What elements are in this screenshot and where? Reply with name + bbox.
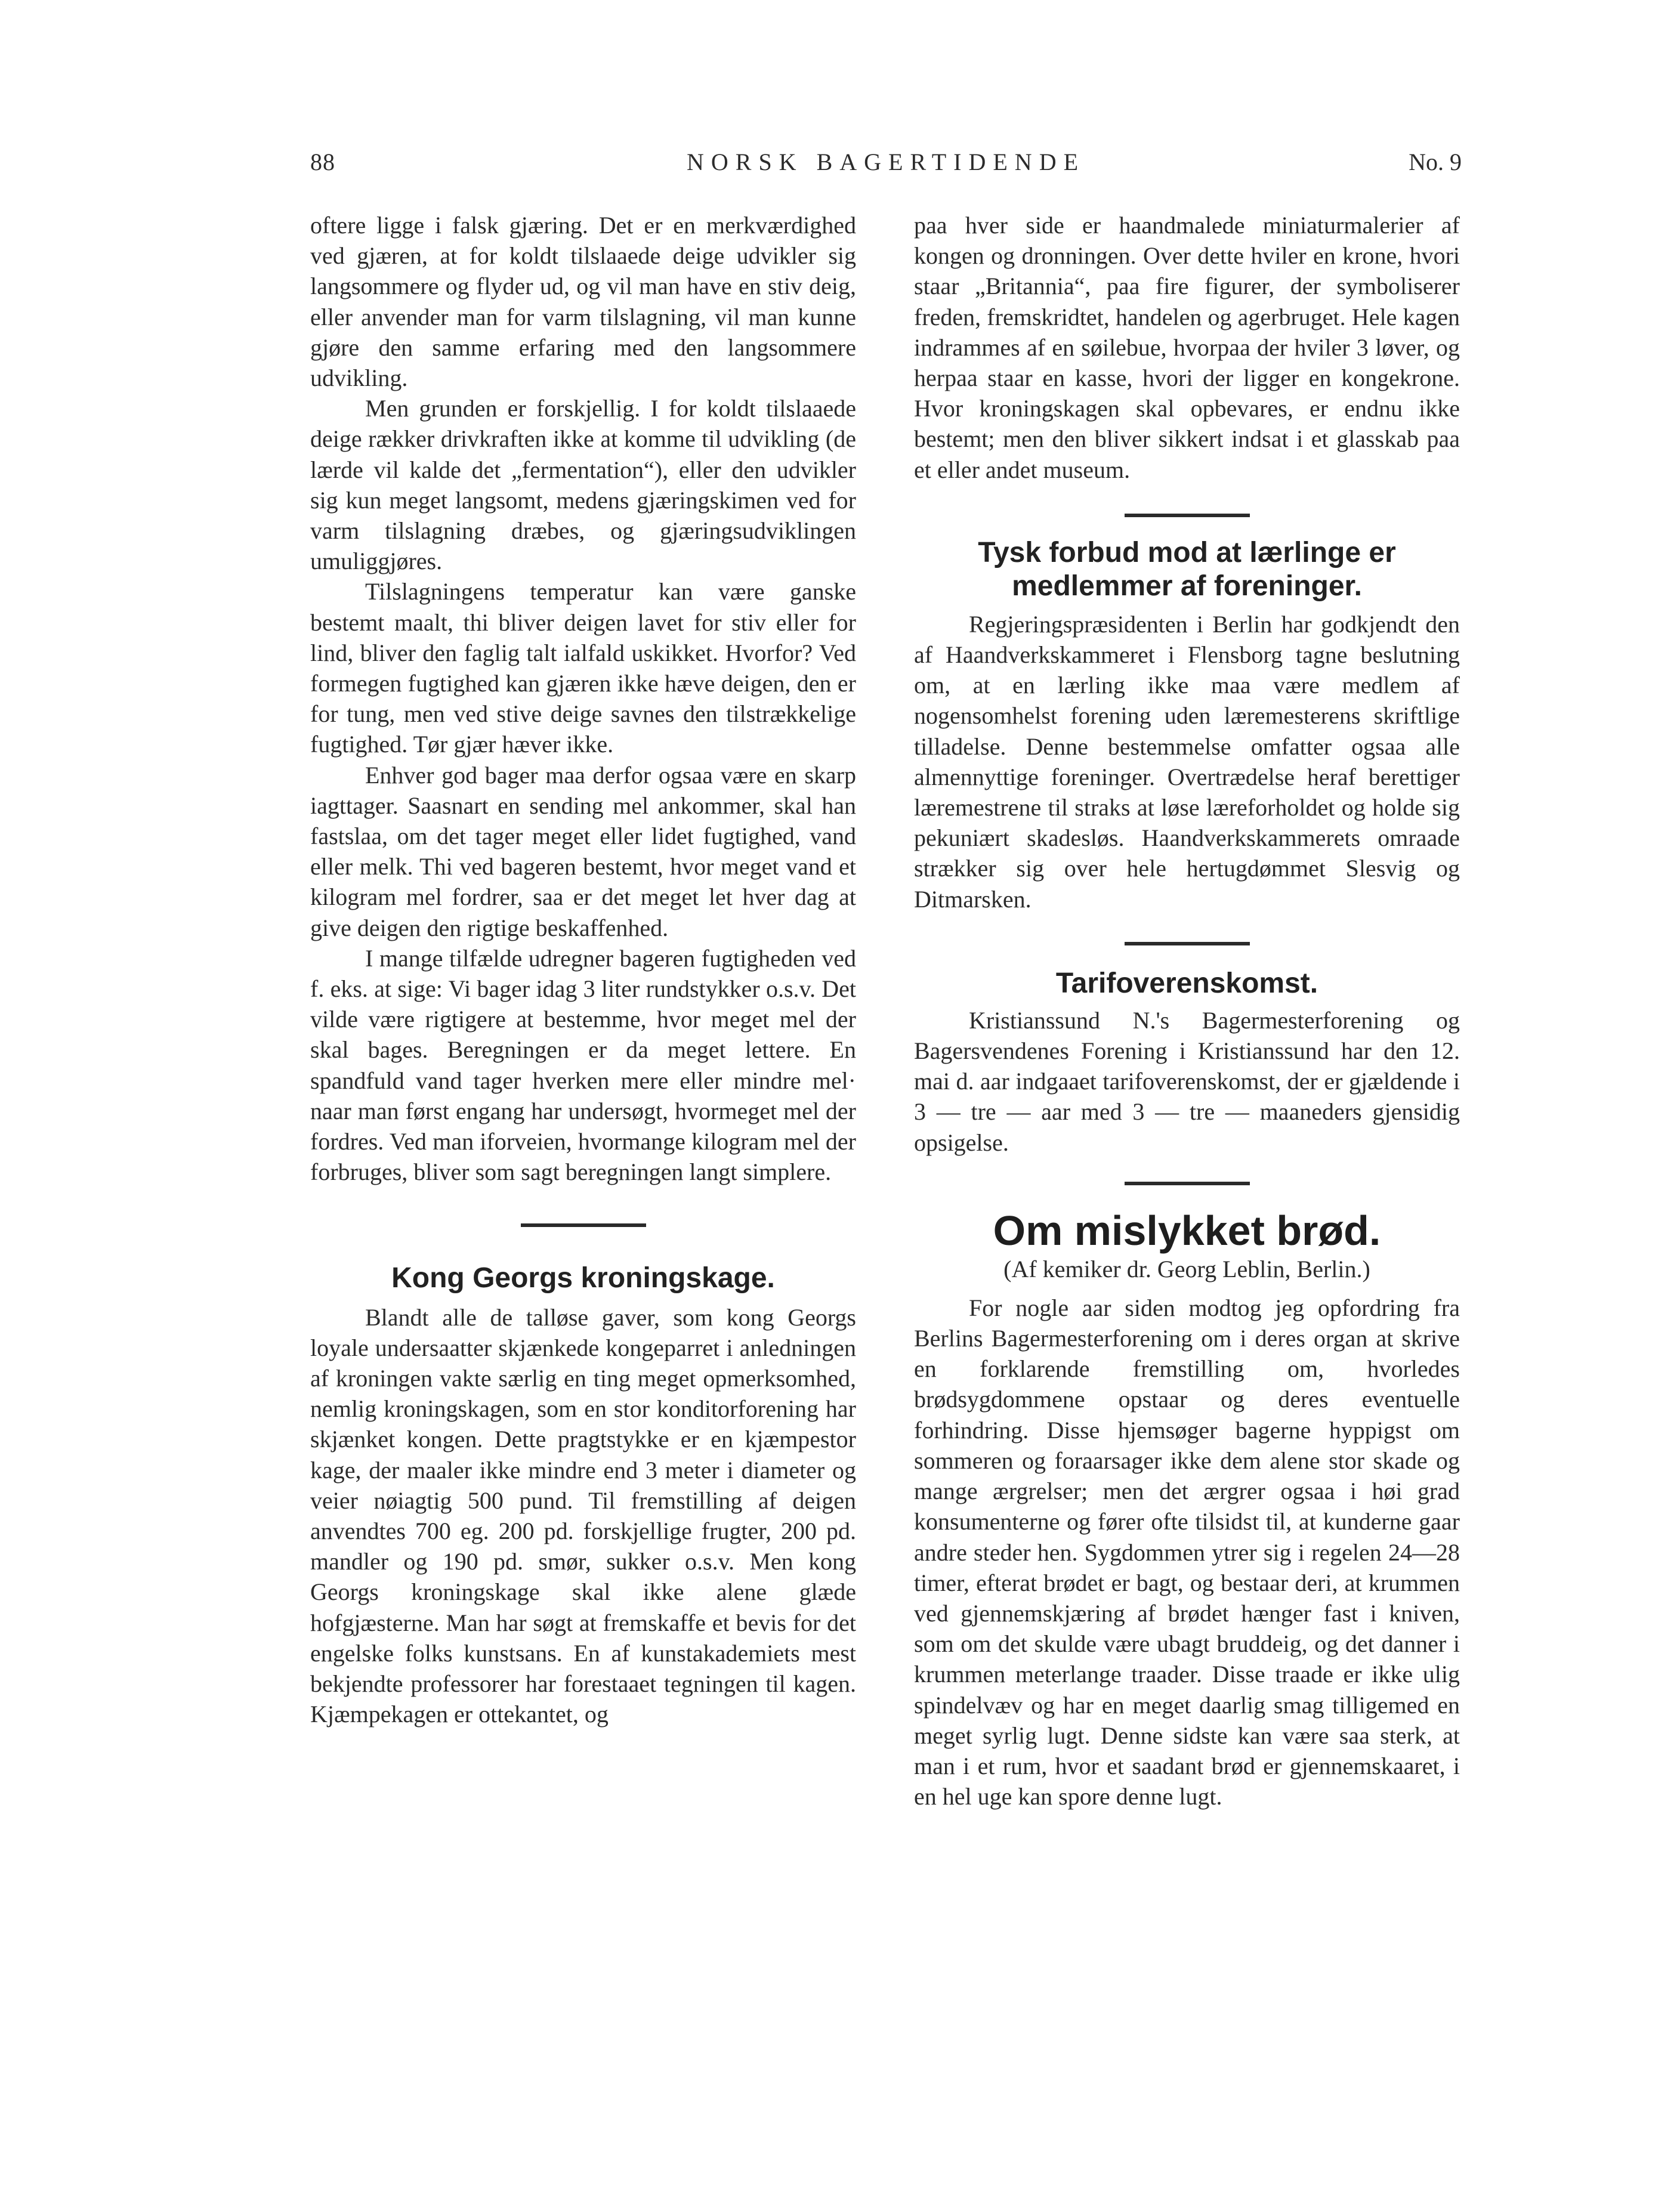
paragraph: paa hver side er haandmalede miniaturmalerier af kongen og dronningen. Over dette hviler en krone, hvori staar „Britannia“, paa fire figurer, der symboliserer freden, fremskridtet, handelen og agerbruget. Hele kagen indrammes af en søilebue, hvorpaa der hviler 3 løver, og herpaa staar en kasse, hvori der ligger en kongekrone. Hvor kroningskagen skal opbevares, er endnu ikke bestemt; men den bliver sikkert indsat i et glasskab paa et eller andet museum. [914,212,1460,483]
heading-tysk-forbud: Tysk forbud mod at lærlinge er medlemmer af foreninger. [978,536,1396,602]
issue-number: No. 9 [1409,149,1462,175]
left-column [310,210,856,1729]
page-number: 88 [310,149,335,175]
section-divider [1125,942,1250,945]
paragraph: Kristianssund N.'s Bagermesterforening og Bagersvendenes Forening i Kristianssund har den 12. mai d. aar indgaaet tarifoverenskomst, der er gjældende i 3 — tre — aar med 3 — tre — maaneders gjensidig opsigelse. [914,1006,1460,1156]
heading-tarifoverenskomst: Tarifoverenskomst. [1055,967,1318,999]
article-tarifoverenskomst [914,1005,1460,1158]
paragraph: For nogle aar siden modtog jeg opfordring fra Berlins Bagermesterforening om i deres organ at skrive en forklarende fremstilling om, hvorledes brødsygdommene opstaar og deres eventuelle forhindring. Disse hjemsøger bagerne hyppigst om sommeren og foraarsager ikke dem alene stor skade og mange ærgrelser; men det ærgrer ogsaa i høi grad konsumenterne og fører ofte tilsidst til, at kunderne gaar andre steder hen. Sygdommen ytrer sig i regelen 24—28 timer, efterat brødet er bagt, og bestaar deri, at krummen ved gjennemskjæring af brødet hænger fast i kniven, som om det skulde være ubagt bruddeig, og det danner i krummen meterlange traader. Disse traade er ikke ulig spindelvæv og har en meget daarlig smag tilligemed en meget syrlig lugt. Denne sidste kan være saa sterk, at man i et rum, hvor et saadant brød er gjennemskaaret, i en hel uge kan spore denne lugt. [914,1294,1460,1810]
article-kong-georgs [310,1302,856,1730]
heading-om-mislykket-brod: Om mislykket brød. [993,1207,1381,1254]
paragraph: Enhver god bager maa derfor ogsaa være en skarp iagttager. Saasnart en sending mel ankommer, skal han fastslaa, om det tager meget eller lidet fugtighed, vand eller melk. Thi ved bageren bestemt, hvor meget vand et kilogram mel fordrer, saa er det meget let hver dag at give deigen den rigtige beskaffenhed. [310,761,856,941]
section-divider [1125,514,1250,517]
article-continuation [310,210,856,1188]
paragraph: Men grunden er forskjellig. I for koldt tilslaaede deige rækker drivkraften ikke at komme til udvikling (de lærde vil kalde det „fermentation“), eller den udvikler sig kun meget langsomt, medens gjæringskimen ved for varm tilslagning dræbes, og gjæringsudviklingen umuliggjøres. [310,395,856,575]
paragraph: oftere ligge i falsk gjæring. Det er en merkværdighed ved gjæren, at for koldt tilslaaede deige udvikler sig langsommere og flyder ud, og vil man have en stiv deig, eller anvender man for varm tilslagning, vil man kunne gjøre den samme erfaring med den langsommere udvikling. [310,212,856,392]
right-column [914,210,1460,1812]
paragraph: Blandt alle de talløse gaver, som kong Georgs loyale undersaatter skjænkede kongeparret i anledningen af kroningen vakte særlig en ting meget opmerksomhed, nemlig kroningskagen, som en stor konditorforening har skjænket kongen. Dette pragtstykke er en kjæmpestor kage, der maaler ikke mindre end 3 meter i diameter og veier nøiagtig 500 pund. Til fremstilling af deigen anvendtes 700 eg. 200 pd. forskjellige frugter, 200 pd. mandler og 190 pd. smør, sukker o.s.v. Men kong Georgs kroningskage skal ikke alene glæde hofgjæsterne. Man har søgt at fremskaffe et bevis for det engelske folks kunstsans. En af kunstakademiets mest bekjendte professorer har forestaaet tegningen til kagen. Kjæmpekagen er ottekantet, og [310,1303,856,1728]
heading-kong-georgs: Kong Georgs kroningskage. [391,1262,775,1294]
byline: (Af kemiker dr. Georg Leblin, Berlin.) [1003,1255,1370,1282]
page-header [310,148,1462,184]
article-kong-georgs-continued [914,210,1460,485]
paragraph: Tilslagningens temperatur kan være ganske bestemt maalt, thi bliver deigen lavet for stiv eller for lind, bliver den faglig talt ialfald uskikket. Hvorfor? Ved formegen fugtighed kan gjæren ikke hæve deigen, den er for tung, men ved stive deige savnes den tilstrækkelige fugtighed. Tør gjær hæver ikke. [310,578,856,758]
article-tysk-forbud [914,609,1460,914]
section-divider [1125,1182,1250,1185]
publication-title: NORSK BAGERTIDENDE [686,149,1086,175]
article-om-mislykket-brod [914,1293,1460,1812]
paragraph: Regjeringspræsidenten i Berlin har godkjendt den af Haandverkskammeret i Flensborg tagne beslutning om, at en lærling ikke maa være medlem af nogensomhelst forening uden læremesterens skriftlige tilladelse. Denne bestemmelse omfatter ogsaa alle almennyttige foreninger. Overtrædelse heraf berettiger læremestrene til straks at løse læreforholdet og holde sig pekuniært skadesløs. Haandverkskammerets omraade strækker sig over hele hertugdømmet Slesvig og Ditmarsken. [914,610,1460,913]
paragraph: I mange tilfælde udregner bageren fugtigheden ved f. eks. at sige: Vi bager idag 3 liter rundstykker o.s.v. Det vilde være rigtigere at bestemme, hvor meget mel der skal bages. Beregningen er da meget lettere. En spandfuld vand tager hverken mere eller mindre mel· naar man først engang har undersøgt, hvormeget mel der fordres. Ved man iforveien, hvormange kilogram mel der forbruges, bliver som sagt beregningen langt simplere. [310,944,856,1186]
section-divider [521,1223,646,1227]
